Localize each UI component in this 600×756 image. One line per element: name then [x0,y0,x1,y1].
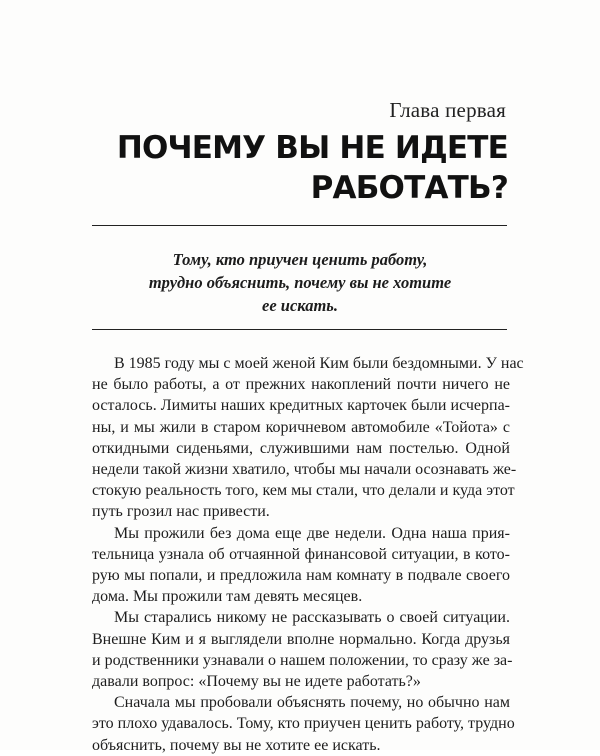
text-line: В 1985 году мы с моей женой Ким были бездомными. У нас [114,355,524,372]
paragraph [92,607,513,692]
text-line: Мы старались никому не рассказывать о своей ситуации. [114,609,510,627]
epigraph-line: Тому, кто приучен ценить работу, [172,250,428,269]
paragraph [92,353,524,523]
paragraph [92,692,515,756]
text-line: тельница узнала об отчаянной финансовой ситуации, в кото- [92,545,510,563]
body-text [92,353,524,756]
text-line: Мы прожили без дома еще две недели. Одна наша прия- [114,524,510,542]
epigraph-line: трудно объяснить, почему вы не хотите [148,273,452,292]
text-line: Сначала мы пробовали объяснять почему, но обычно нам [114,694,510,712]
chapter-label: Глава первая [389,98,506,122]
text-line: Внешне Ким и я выглядели вполне нормально. Когда друзья [92,630,510,648]
text-line: это плохо удавалось. Тому, кто приучен ценить работу, трудно [92,715,515,733]
text-line: не было работы, а от прежних накоплений почти ничего не [92,376,510,394]
text-line: осталось. Лимиты наших кредитных карточек были исчерпа- [92,397,510,415]
epigraph-line: ее искать. [262,296,338,315]
chapter-title [88,128,508,208]
text-line: рую мы попали, и предложила нам комнату в подвале своего [92,567,510,585]
text-line: ны, и мы жили в старом коричневом автомобиле «Тойота» с [92,418,510,436]
epigraph-top-divider [92,225,507,226]
text-line: давали вопрос: «Почему вы не идете работать?» [92,673,421,691]
chapter-title-line: РАБОТАТЬ? [310,170,508,206]
paragraph [92,523,510,608]
text-line: стокую реальность того, кем мы стали, что делали и куда этот [92,482,515,500]
chapter-title-line: ПОЧЕМУ ВЫ НЕ ИДЕТЕ [116,130,508,166]
text-line: объяснить, почему вы не хотите ее искать. [92,736,381,754]
text-line: путь грозил нас привести. [92,503,270,521]
epigraph-bottom-divider [92,329,507,330]
text-line: дома. Мы прожили там девять месяцев. [92,588,363,606]
epigraph [100,248,500,317]
text-line: и родственники узнавали о нашем положении, то сразу же за- [92,651,513,669]
text-line: недели такой жизни хватило, чтобы мы начали осознавать же- [92,461,517,479]
text-line: откидными сиденьями, служившими нам постелью. Одной [92,439,510,457]
